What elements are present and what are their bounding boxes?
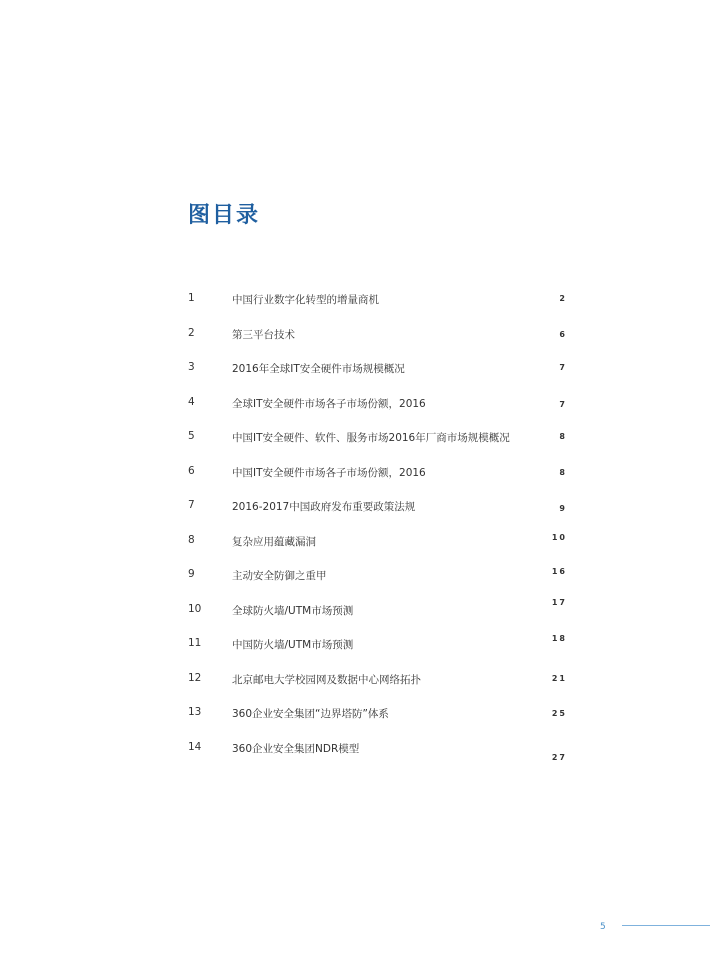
toc-page-number: 16	[551, 567, 567, 576]
toc-label: 全球防火墙/UTM市场预测	[232, 605, 354, 617]
toc-label: 第三平台技术	[232, 329, 295, 341]
toc-label: 中国防火墙/UTM市场预测	[232, 639, 354, 651]
toc-page-number: 2	[559, 294, 567, 303]
toc-page-number: 7	[559, 363, 567, 372]
toc-number: 12	[188, 672, 202, 684]
toc-label: 主动安全防御之重甲	[232, 570, 327, 582]
toc-page-number: 7	[559, 400, 567, 409]
toc-page-number: 8	[559, 432, 567, 441]
page-number: 5	[600, 922, 606, 932]
toc-number: 2	[188, 327, 195, 339]
toc-row[interactable]	[0, 327, 710, 347]
toc-page-number: 27	[551, 753, 567, 762]
footer-divider	[622, 925, 710, 926]
toc-row[interactable]	[0, 430, 710, 450]
toc-label: 北京邮电大学校园网及数据中心网络拓扑	[232, 674, 421, 686]
toc-number: 3	[188, 361, 195, 373]
toc-row[interactable]	[0, 534, 710, 554]
toc-label: 中国IT安全硬件市场各子市场份额，2016	[232, 467, 426, 479]
toc-label: 360企业安全集团NDR模型	[232, 743, 360, 755]
toc-label: 2016年全球IT安全硬件市场规模概况	[232, 363, 405, 375]
toc-page-number: 9	[559, 504, 567, 513]
toc-page-number: 18	[551, 634, 567, 643]
toc-number: 11	[188, 637, 202, 649]
page-title: 图目录	[188, 203, 261, 228]
toc-label: 全球IT安全硬件市场各子市场份额，2016	[232, 398, 426, 410]
toc-number: 1	[188, 292, 195, 304]
toc-row[interactable]	[0, 706, 710, 726]
toc-number: 8	[188, 534, 195, 546]
toc-number: 13	[188, 706, 202, 718]
toc-page-number: 25	[551, 709, 567, 718]
toc-row[interactable]	[0, 465, 710, 485]
toc-number: 6	[188, 465, 195, 477]
toc-label: 2016-2017中国政府发布重要政策法规	[232, 501, 416, 513]
toc-row[interactable]	[0, 292, 710, 312]
toc-page-number: 6	[559, 330, 567, 339]
toc-label: 中国行业数字化转型的增量商机	[232, 294, 379, 306]
toc-number: 7	[188, 499, 195, 511]
toc-number: 14	[188, 741, 202, 753]
toc-row[interactable]	[0, 634, 710, 657]
toc-page-number: 17	[551, 598, 567, 607]
toc-label: 复杂应用蕴藏漏洞	[232, 536, 316, 548]
toc-page-number: 10	[551, 533, 567, 542]
toc-row[interactable]	[0, 741, 710, 761]
toc-row[interactable]	[0, 598, 710, 623]
toc-row[interactable]	[0, 361, 710, 381]
toc-number: 10	[188, 603, 202, 615]
toc-row[interactable]	[0, 568, 710, 588]
toc-label: 中国IT安全硬件、软件、服务市场2016年厂商市场规模概况	[232, 432, 510, 444]
toc-row[interactable]	[0, 499, 710, 519]
toc-label: 360企业安全集团“边界塔防”体系	[232, 708, 389, 720]
toc-page-number: 8	[559, 468, 567, 477]
toc-number: 9	[188, 568, 195, 580]
toc-number: 4	[188, 396, 195, 408]
toc-row[interactable]	[0, 672, 710, 692]
toc-number: 5	[188, 430, 195, 442]
toc-page-number: 21	[551, 674, 567, 683]
toc-row[interactable]	[0, 396, 710, 416]
